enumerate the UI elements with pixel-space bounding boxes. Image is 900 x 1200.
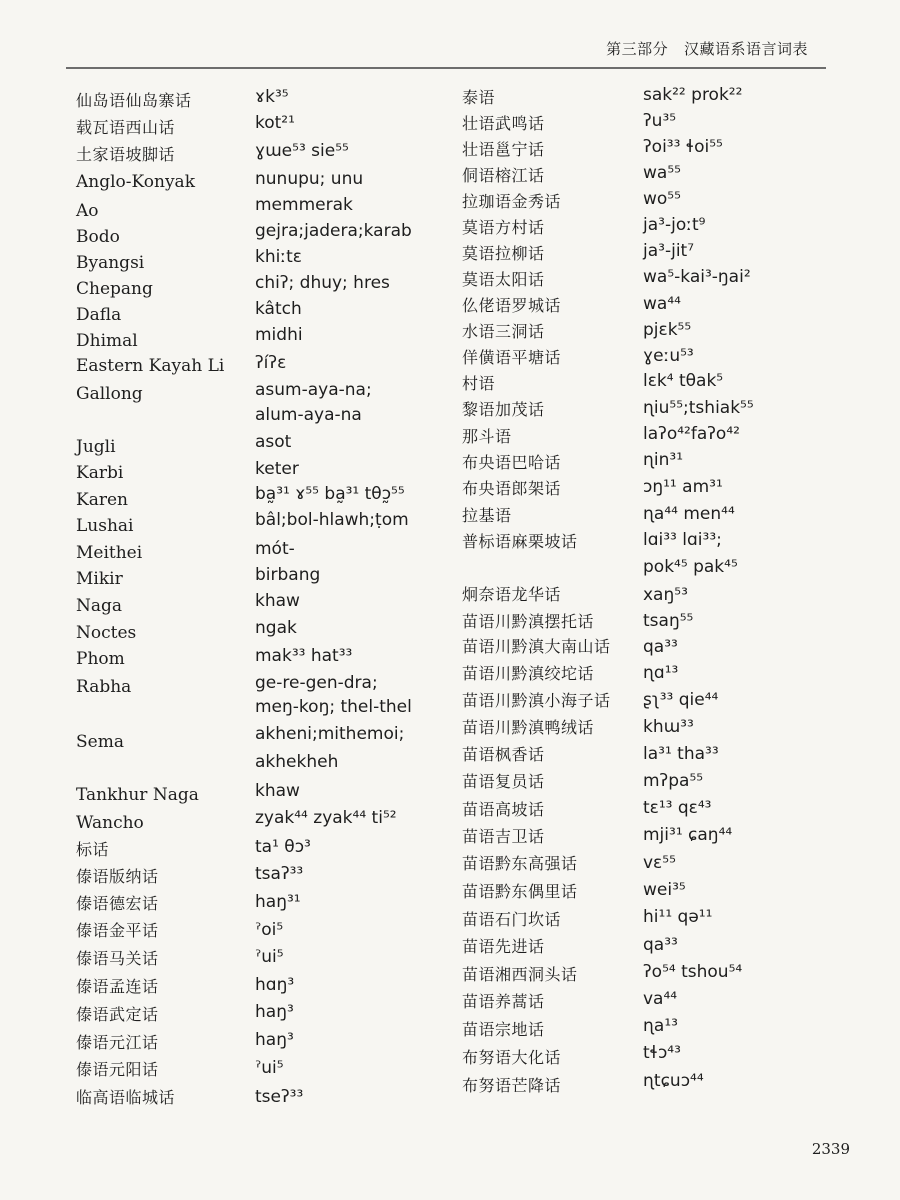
- word-form: mji³¹ ɕaŋ⁴⁴: [643, 825, 733, 845]
- language-name: Sema: [76, 732, 124, 752]
- word-form: chiʔ; dhuy; hres: [255, 273, 390, 293]
- word-form: vɛ⁵⁵: [643, 853, 676, 873]
- language-name: 苗语川黔滇鸭绒话: [462, 718, 595, 737]
- word-form: wo⁵⁵: [643, 189, 681, 209]
- word-form: ɳiu⁵⁵;tshiak⁵⁵: [643, 398, 754, 418]
- word-form: ʔoi³³ ɬoi⁵⁵: [643, 137, 723, 157]
- word-form: haŋ³: [255, 1030, 294, 1050]
- word-form: khaw: [255, 591, 300, 611]
- page-number: 2339: [811, 1140, 850, 1158]
- word-form: ja³-joːt⁹: [643, 215, 706, 235]
- language-name: 莫语拉柳话: [462, 244, 545, 263]
- language-name: 标话: [76, 840, 110, 859]
- language-name: 布央语郎架话: [462, 479, 562, 498]
- header-section: 第三部分: [606, 40, 669, 58]
- word-form: ja³-jit⁷: [643, 241, 695, 261]
- language-name: 拉珈语金秀话: [462, 192, 562, 211]
- word-form: khɯ³³: [643, 717, 694, 737]
- language-name: 傣语金平话: [76, 921, 159, 940]
- language-name: 普标语麻栗坡话: [462, 532, 578, 551]
- word-form: ba̰³¹ ɤ⁵⁵ ba̰³¹ tθɔ̰⁵⁵: [255, 484, 405, 504]
- word-form: ngak: [255, 618, 297, 638]
- word-form: qa³³: [643, 637, 678, 657]
- language-name: 苗语高坡话: [462, 800, 545, 819]
- word-form: tɬɔ⁴³: [643, 1043, 681, 1063]
- language-name: Bodo: [76, 227, 120, 247]
- word-form: mót-: [255, 539, 295, 559]
- word-form: ɣɯe⁵³ sie⁵⁵: [255, 141, 349, 161]
- language-name: 苗语养蒿话: [462, 992, 545, 1011]
- word-form: xaŋ⁵³: [643, 585, 688, 605]
- word-form: wa⁴⁴: [643, 294, 681, 314]
- word-form: qa³³: [643, 935, 678, 955]
- language-name: 傣语马关话: [76, 949, 159, 968]
- word-form: haŋ³¹: [255, 892, 301, 912]
- language-name: 苗语黔东偶里话: [462, 882, 578, 901]
- language-name: 拉基语: [462, 506, 512, 525]
- language-name: 苗语复员话: [462, 772, 545, 791]
- word-form: lɛk⁴ tθak⁵: [643, 371, 724, 391]
- word-form: mʔpa⁵⁵: [643, 771, 704, 791]
- language-name: 傣语德宏话: [76, 894, 159, 913]
- running-header: [606, 38, 808, 59]
- language-name: Rabha: [76, 677, 132, 697]
- word-form: lɑi³³ lɑi³³;: [643, 530, 722, 550]
- word-form: asot: [255, 432, 292, 452]
- word-form: ɳɑ¹³: [643, 663, 679, 683]
- language-name: Mikir: [76, 569, 123, 589]
- word-form: ʔu³⁵: [643, 111, 677, 131]
- word-form: ʔíʔɛ: [255, 353, 287, 373]
- language-name: Noctes: [76, 623, 137, 643]
- language-name: 水语三洞话: [462, 322, 545, 341]
- word-form: meŋ-koŋ; thel-thel: [255, 697, 412, 717]
- language-name: Wancho: [76, 813, 144, 833]
- language-name: 莫语太阳话: [462, 270, 545, 289]
- language-name: 那斗语: [462, 427, 512, 446]
- word-form: ɳa¹³: [643, 1016, 678, 1036]
- language-name: 苗语吉卫话: [462, 827, 545, 846]
- language-name: 苗语川黔滇大南山话: [462, 637, 611, 656]
- word-form: midhi: [255, 325, 303, 345]
- word-form: nunupu; unu: [255, 169, 364, 189]
- language-name: Byangsi: [76, 253, 145, 273]
- word-form: zyak⁴⁴ zyak⁴⁴ ti⁵²: [255, 808, 397, 828]
- word-form: kot²¹: [255, 113, 295, 133]
- word-form: pok⁴⁵ pak⁴⁵: [643, 557, 738, 577]
- language-name: 村语: [462, 374, 496, 393]
- word-form: memmerak: [255, 195, 353, 215]
- language-name: 佯僙语平塘话: [462, 348, 562, 367]
- language-name: 苗语枫香话: [462, 745, 545, 764]
- word-form: khiːtɛ: [255, 247, 302, 267]
- language-name: Dafla: [76, 305, 122, 325]
- language-name: 莫语方村话: [462, 218, 545, 237]
- word-form: ˀoi⁵: [255, 920, 284, 940]
- language-name: 土家语坡脚话: [76, 145, 176, 164]
- language-name: 苗语黔东高强话: [462, 854, 578, 873]
- language-name: 苗语川黔滇小海子话: [462, 691, 611, 710]
- word-form: khaw: [255, 781, 300, 801]
- language-name: 布努语芒降话: [462, 1076, 562, 1095]
- language-name: Gallong: [76, 384, 143, 404]
- language-name: 苗语湘西洞头话: [462, 965, 578, 984]
- word-form: ɳa⁴⁴ men⁴⁴: [643, 504, 735, 524]
- word-form: ɔŋ¹¹ am³¹: [643, 477, 723, 497]
- word-form: ɳin³¹: [643, 450, 684, 470]
- language-name: Karen: [76, 490, 128, 510]
- language-name: Eastern Kayah Li: [76, 356, 225, 376]
- language-name: 壮语武鸣话: [462, 114, 545, 133]
- language-name: 苗语先进话: [462, 937, 545, 956]
- language-name: Lushai: [76, 516, 134, 536]
- language-name: 黎语加茂话: [462, 400, 545, 419]
- language-name: 侗语榕江话: [462, 166, 545, 185]
- word-form: ɣeːu⁵³: [643, 346, 694, 366]
- word-form: mak³³ hat³³: [255, 646, 353, 666]
- header-title: 汉藏语系语言词表: [683, 40, 808, 58]
- language-name: 壮语邕宁话: [462, 140, 545, 159]
- word-form: asum-aya-na;: [255, 380, 372, 400]
- word-form: hi¹¹ qə¹¹: [643, 907, 713, 927]
- word-form: ge-re-gen-dra;: [255, 673, 378, 693]
- language-name: 傣语元阳话: [76, 1060, 159, 1079]
- word-form: wa⁵⁵: [643, 163, 681, 183]
- language-name: 布央语巴哈话: [462, 453, 562, 472]
- language-name: 载瓦语西山话: [76, 118, 176, 137]
- word-form: gejra;jadera;karab: [255, 221, 412, 241]
- word-form: akheni;mithemoi;: [255, 724, 405, 744]
- language-name: 临高语临城话: [76, 1088, 176, 1107]
- word-form: la³¹ tha³³: [643, 744, 719, 764]
- language-name: 苗语宗地话: [462, 1020, 545, 1039]
- word-form: wa⁵-kai³-ŋai²: [643, 267, 751, 287]
- word-form: ˀui⁵: [255, 947, 284, 967]
- word-form: tseʔ³³: [255, 1087, 304, 1107]
- word-form: bâl;bol-hlawh;ṭom: [255, 510, 409, 530]
- language-name: Naga: [76, 596, 123, 616]
- word-form: laʔo⁴²faʔo⁴²: [643, 424, 740, 444]
- header-rule: [66, 67, 826, 69]
- word-form: keter: [255, 459, 299, 479]
- word-form: va⁴⁴: [643, 989, 678, 1009]
- language-name: 傣语孟连话: [76, 977, 159, 996]
- word-form: tsaʔ³³: [255, 864, 304, 884]
- language-name: 仙岛语仙岛寨话: [76, 91, 192, 110]
- language-name: Jugli: [76, 437, 116, 457]
- language-name: 仫佬语罗城话: [462, 296, 562, 315]
- language-name: 炯奈语龙华话: [462, 585, 562, 604]
- word-form: ɤk³⁵: [255, 87, 289, 107]
- language-name: Dhimal: [76, 331, 138, 351]
- word-form: alum-aya-na: [255, 405, 362, 425]
- language-name: 傣语武定话: [76, 1005, 159, 1024]
- word-form: ˀui⁵: [255, 1058, 284, 1078]
- language-name: Phom: [76, 649, 125, 669]
- language-name: 苗语石门坎话: [462, 910, 562, 929]
- word-form: hɑŋ³: [255, 975, 295, 995]
- word-form: haŋ³: [255, 1002, 294, 1022]
- language-name: 布努语大化话: [462, 1048, 562, 1067]
- language-name: Chepang: [76, 279, 153, 299]
- language-name: 苗语川黔滇绞坨话: [462, 664, 595, 683]
- language-name: 傣语版纳话: [76, 867, 159, 886]
- word-form: tɛ¹³ qɛ⁴³: [643, 798, 712, 818]
- language-name: 苗语川黔滇摆托话: [462, 612, 595, 631]
- word-form: ta¹ θɔ³: [255, 837, 311, 857]
- word-form: sak²² prok²²: [643, 85, 743, 105]
- language-name: Tankhur Naga: [76, 785, 199, 805]
- word-form: tsaŋ⁵⁵: [643, 611, 694, 631]
- word-form: akhekheh: [255, 752, 339, 772]
- word-form: kâtch: [255, 299, 302, 319]
- word-form: pjɛk⁵⁵: [643, 320, 692, 340]
- word-form: birbang: [255, 565, 321, 585]
- language-name: 傣语元江话: [76, 1033, 159, 1052]
- language-name: Ao: [76, 201, 99, 221]
- word-form: wei³⁵: [643, 880, 686, 900]
- word-form: ʂʅ³³ qie⁴⁴: [643, 690, 719, 710]
- word-form: ʔo⁵⁴ tshou⁵⁴: [643, 962, 743, 982]
- language-name: Anglo-Konyak: [76, 172, 195, 192]
- language-name: Karbi: [76, 463, 124, 483]
- word-form: ɳtɕuɔ⁴⁴: [643, 1071, 704, 1091]
- language-name: Meithei: [76, 543, 143, 563]
- language-name: 泰语: [462, 88, 496, 107]
